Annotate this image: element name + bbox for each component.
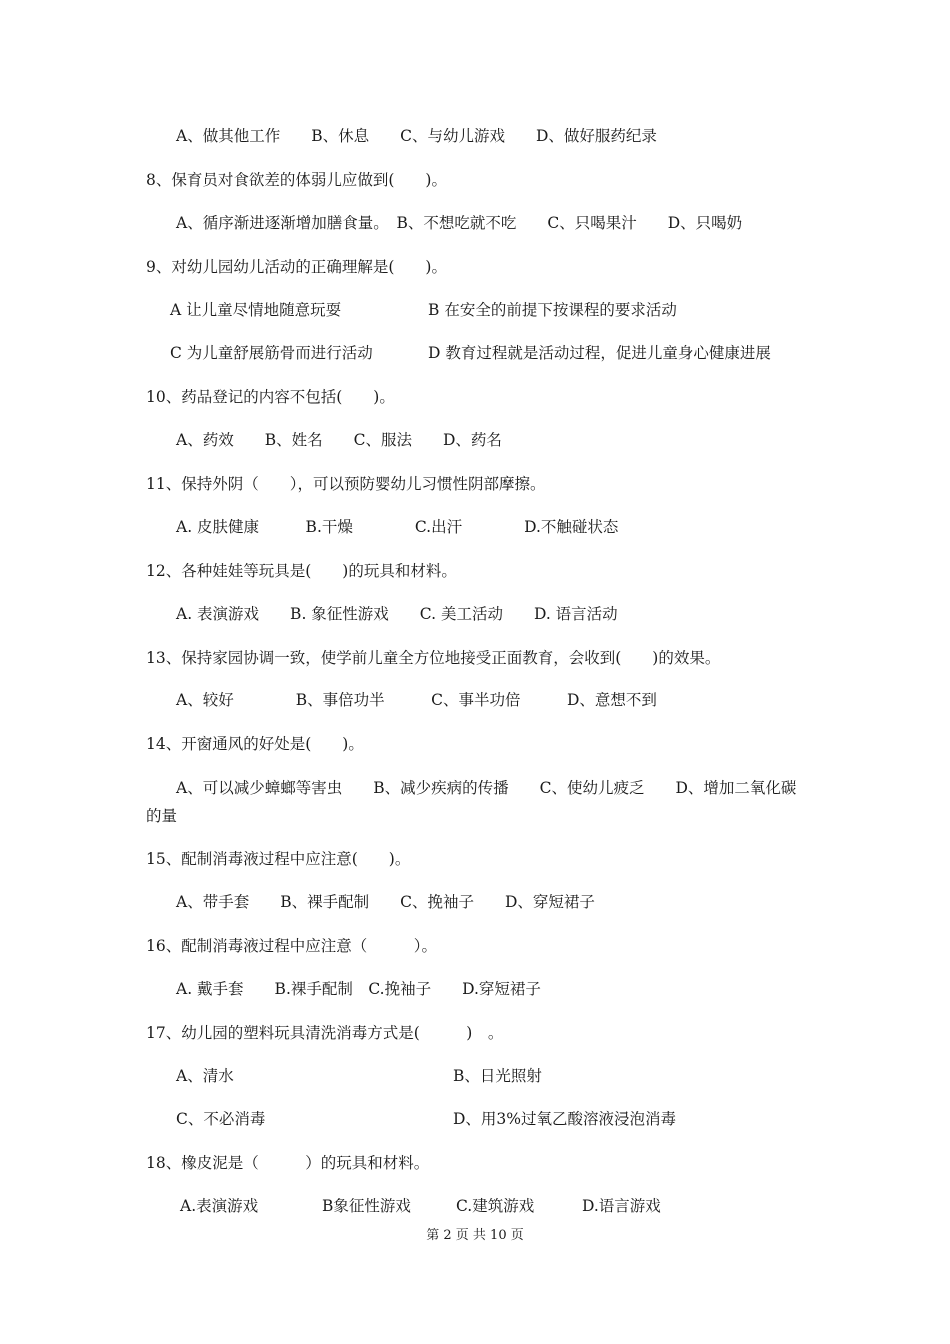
q18-option-a: A.表演游戏 xyxy=(180,1197,259,1215)
q10-options: A、药效 B、姓名 C、服法 D、药名 xyxy=(176,431,502,449)
q11-stem: 11、保持外阴（ ），可以预防婴幼儿习惯性阴部摩擦。 xyxy=(146,475,546,493)
q17-option-a: A、清水 xyxy=(176,1067,234,1085)
q9-option-b: B 在安全的前提下按课程的要求活动 xyxy=(428,301,677,319)
q10-stem: 10、药品登记的内容不包括( )。 xyxy=(146,388,395,406)
q17-stem: 17、幼儿园的塑料玩具清洗消毒方式是( ) 。 xyxy=(146,1024,504,1042)
page-number-footer: 第 2 页 共 10 页 xyxy=(426,1228,524,1243)
q12-options: A. 表演游戏 B. 象征性游戏 C. 美工活动 D. 语言活动 xyxy=(176,605,618,623)
q9-option-d: D 教育过程就是活动过程，促进儿童身心健康进展 xyxy=(428,344,771,362)
q15-stem: 15、配制消毒液过程中应注意( )。 xyxy=(146,850,411,868)
q9-stem: 9、对幼儿园幼儿活动的正确理解是( )。 xyxy=(146,258,447,276)
q18-option-c: C.建筑游戏 xyxy=(456,1197,535,1215)
q18-stem: 18、橡皮泥是（ ）的玩具和材料。 xyxy=(146,1154,430,1172)
q18-option-d: D.语言游戏 xyxy=(582,1197,661,1215)
q9-option-a: A 让儿童尽情地随意玩耍 xyxy=(170,301,342,319)
q17-option-d: D、用3%过氧乙酸溶液浸泡消毒 xyxy=(453,1110,677,1128)
q8-options: A、循序渐进逐渐增加膳食量。 B、不想吃就不吃 C、只喝果汁 D、只喝奶 xyxy=(176,214,743,232)
q15-options: A、带手套 B、裸手配制 C、挽袖子 D、穿短裙子 xyxy=(176,893,595,911)
q17-option-c: C、不必消毒 xyxy=(176,1110,266,1128)
q8-stem: 8、保育员对食欲差的体弱儿应做到( )。 xyxy=(146,171,447,189)
q18-option-b: B象征性游戏 xyxy=(322,1197,411,1215)
q16-stem: 16、配制消毒液过程中应注意（ ）。 xyxy=(146,937,437,955)
q14-options-line1: A、可以减少蟑螂等害虫 B、减少疾病的传播 C、使幼儿疲乏 D、增加二氧化碳 xyxy=(176,779,797,797)
q12-stem: 12、各种娃娃等玩具是( )的玩具和材料。 xyxy=(146,562,457,580)
q14-stem: 14、开窗通风的好处是( )。 xyxy=(146,735,364,753)
q13-options: A、较好 B、事倍功半 C、事半功倍 D、意想不到 xyxy=(176,691,657,709)
q14-options-line2: 的量 xyxy=(146,807,178,825)
q7-options: A、做其他工作 B、休息 C、与幼儿游戏 D、做好服药纪录 xyxy=(176,127,657,145)
q9-option-c: C 为儿童舒展筋骨而进行活动 xyxy=(170,344,373,362)
q16-options: A. 戴手套 B.裸手配制 C.挽袖子 D.穿短裙子 xyxy=(176,980,541,998)
q11-options: A. 皮肤健康 B.干燥 C.出汗 D.不触碰状态 xyxy=(176,518,619,536)
q17-option-b: B、日光照射 xyxy=(453,1067,542,1085)
q13-stem: 13、保持家园协调一致，使学前儿童全方位地接受正面教育，会收到( )的效果。 xyxy=(146,649,721,667)
